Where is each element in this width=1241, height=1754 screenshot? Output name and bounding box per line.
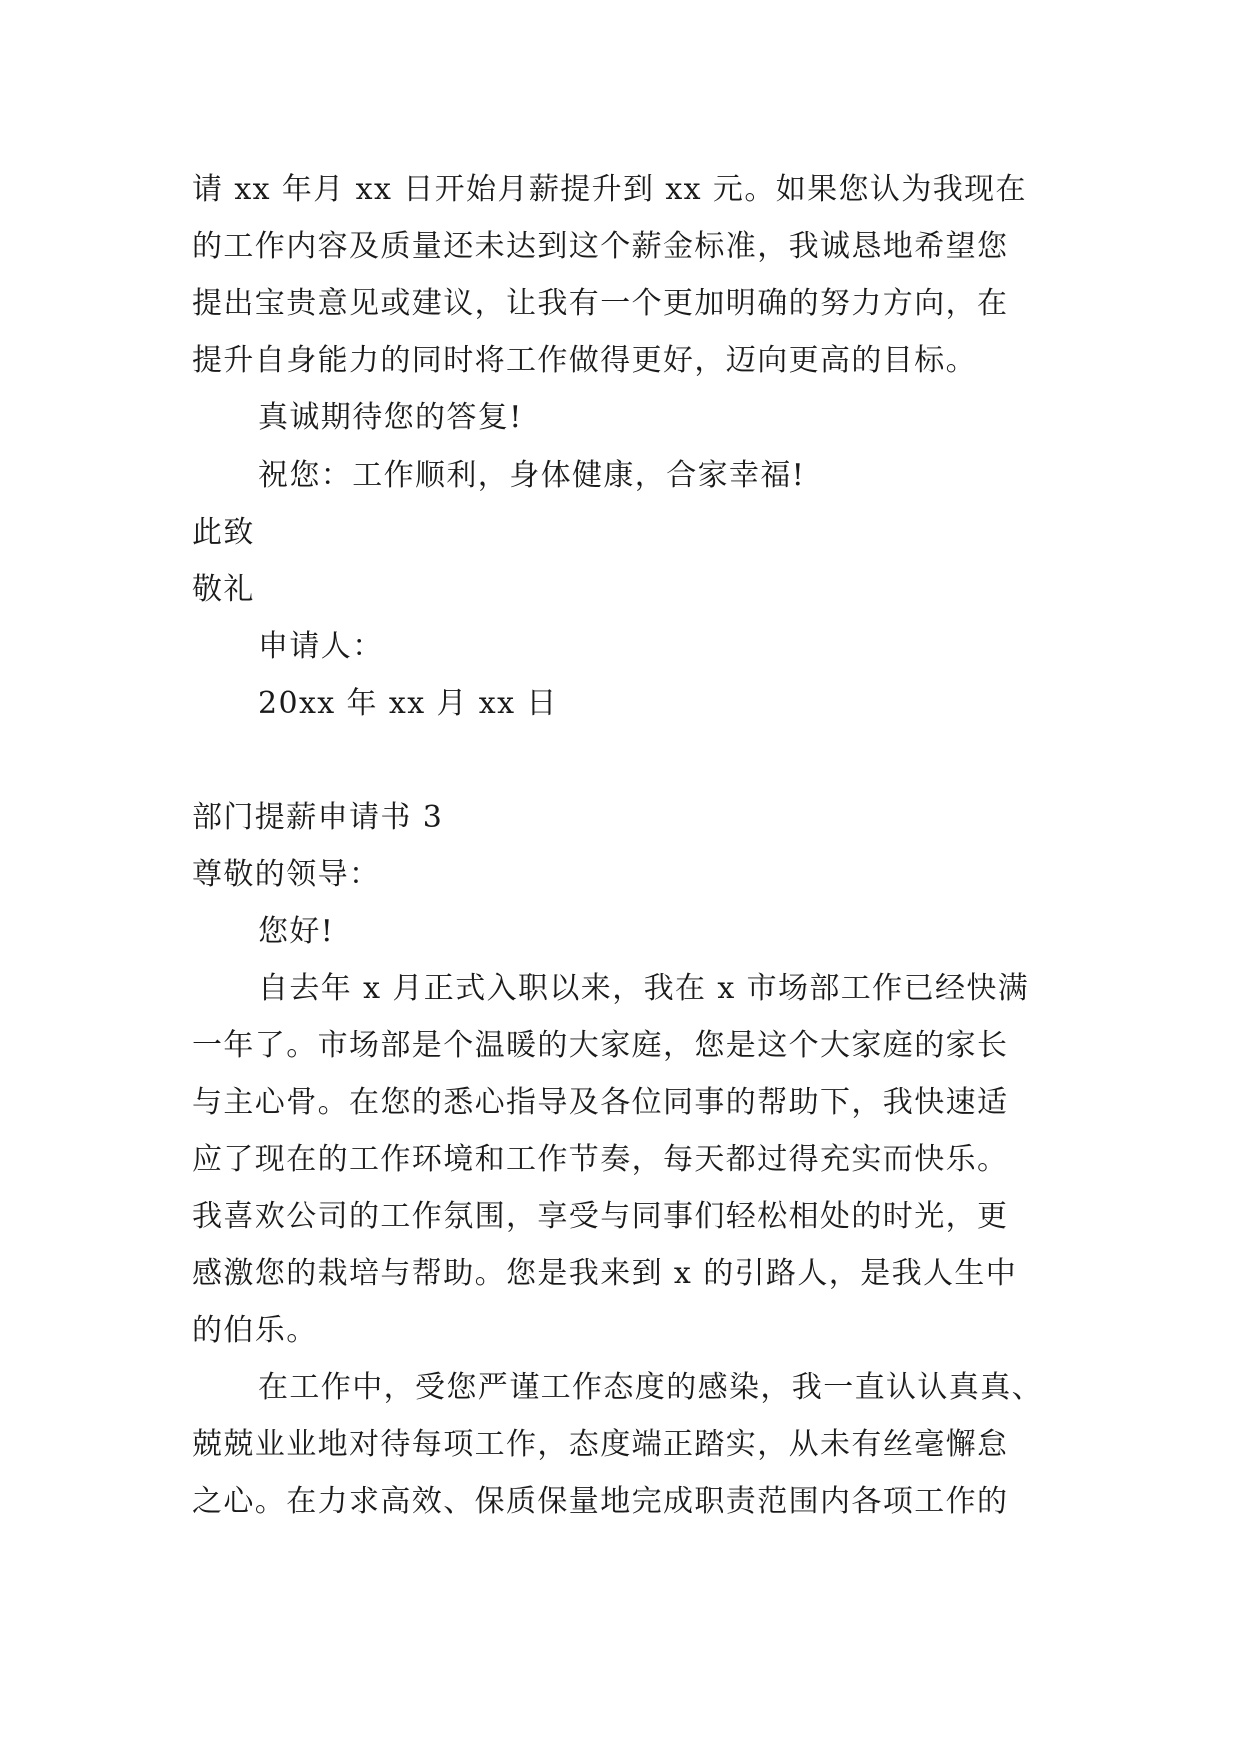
paragraph-line: 提升自身能力的同时将工作做得更好，迈向更高的目标。 xyxy=(192,343,977,378)
signature-date: 20xx 年 xx 月 xx 日 xyxy=(258,686,558,721)
paragraph-line: 提出宝贵意见或建议，让我有一个更加明确的努力方向，在 xyxy=(192,286,1009,321)
paragraph-line: 自去年 x 月正式入职以来，我在 x 市场部工作已经快满 xyxy=(258,971,1030,1006)
paragraph-line: 与主心骨。在您的悉心指导及各位同事的帮助下，我快速适 xyxy=(192,1085,1009,1120)
paragraph-line: 感激您的栽培与帮助。您是我来到 x 的引路人，是我人生中 xyxy=(192,1256,1018,1291)
paragraph-line: 在工作中，受您严谨工作态度的感染，我一直认认真真、 xyxy=(258,1370,1043,1405)
paragraph-line: 请 xx 年月 xx 日开始月薪提升到 xx 元。如果您认为我现在 xyxy=(192,172,1027,207)
signature-label: 申请人： xyxy=(258,629,384,664)
salutation-line: 敬礼 xyxy=(192,572,255,607)
paragraph-line: 的伯乐。 xyxy=(192,1313,318,1348)
section-title: 部门提薪申请书 3 xyxy=(192,800,444,835)
greeting: 您好! xyxy=(258,914,335,949)
paragraph-line: 兢兢业业地对待每项工作，态度端正踏实，从未有丝毫懈怠 xyxy=(192,1427,1009,1462)
paragraph-line: 之心。在力求高效、保质保量地完成职责范围内各项工作的 xyxy=(192,1484,1009,1519)
closing-line: 真诚期待您的答复! xyxy=(258,400,523,435)
addressee: 尊敬的领导： xyxy=(192,857,381,892)
paragraph-line: 的工作内容及质量还未达到这个薪金标准，我诚恳地希望您 xyxy=(192,229,1009,264)
salutation-line: 此致 xyxy=(192,515,255,550)
paragraph-line: 一年了。市场部是个温暖的大家庭，您是这个大家庭的家长 xyxy=(192,1028,1009,1063)
paragraph-line: 我喜欢公司的工作氛围，享受与同事们轻松相处的时光，更 xyxy=(192,1199,1009,1234)
paragraph-line: 应了现在的工作环境和工作节奏，每天都过得充实而快乐。 xyxy=(192,1142,1009,1177)
closing-line: 祝您：工作顺利，身体健康，合家幸福! xyxy=(258,458,806,493)
